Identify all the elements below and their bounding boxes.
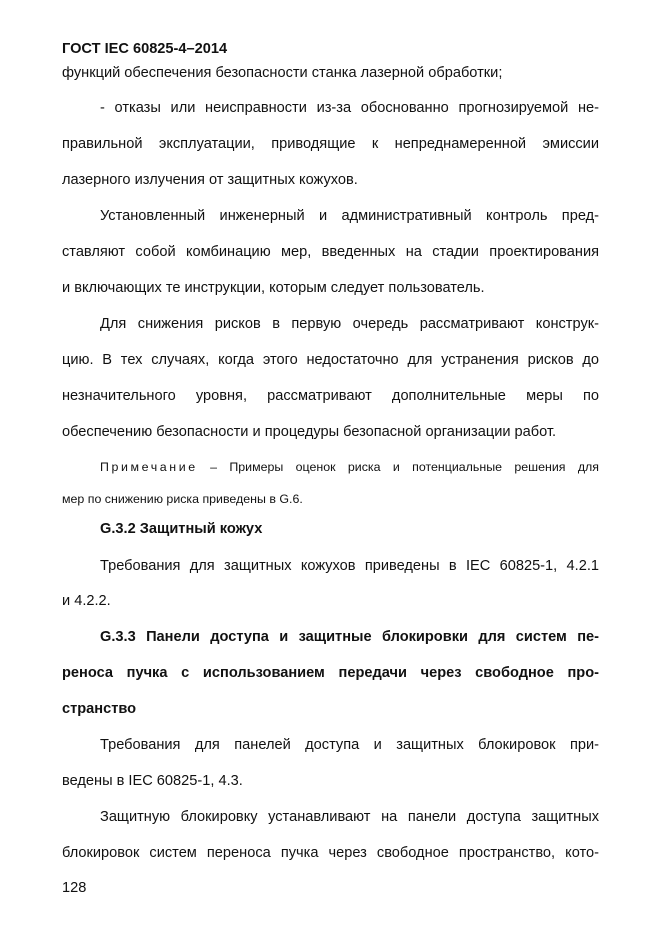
section-heading: G.3.3 Панели доступа и защитные блокировки для систем пе-: [100, 629, 599, 645]
note-text: – Примеры оценок риска и потенциальные решения для: [197, 460, 599, 474]
note-label: Примечание: [100, 460, 198, 474]
paragraph-line: ведены в IEC 60825-1, 4.3.: [62, 773, 243, 789]
paragraph-line: и 4.2.2.: [62, 593, 111, 609]
paragraph-line: Требования для панелей доступа и защитных блокировок при-: [100, 737, 599, 753]
section-heading: G.3.2 Защитный кожух: [100, 521, 263, 537]
paragraph-line: Для снижения рисков в первую очередь рассматривают конструк-: [100, 316, 599, 332]
paragraph-line: Установленный инженерный и административный контроль пред-: [100, 208, 599, 224]
paragraph-line: функций обеспечения безопасности станка лазерной обработки;: [62, 65, 503, 81]
note-line: [100, 458, 599, 476]
section-heading: реноса пучка с использованием передачи через свободное про-: [62, 665, 599, 681]
paragraph-line: лазерного излучения от защитных кожухов.: [62, 172, 358, 188]
page-number: 128: [62, 880, 87, 896]
section-heading: странство: [62, 701, 137, 717]
paragraph-line: Требования для защитных кожухов приведены в IEC 60825-1, 4.2.1: [100, 558, 599, 574]
paragraph-line: Защитную блокировку устанавливают на панели доступа защитных: [100, 809, 599, 825]
note-line: мер по снижению риска приведены в G.6.: [62, 492, 303, 506]
document-header: ГОСТ IEC 60825-4–2014: [62, 41, 228, 57]
paragraph-line: правильной эксплуатации, приводящие к непреднамеренной эмиссии: [62, 136, 599, 152]
paragraph-line: - отказы или неисправности из-за обоснованно прогнозируемой не-: [100, 100, 599, 116]
paragraph-line: блокировок систем переноса пучка через свободное пространство, кото-: [62, 845, 599, 861]
paragraph-line: и включающих те инструкции, которым следует пользователь.: [62, 280, 485, 296]
paragraph-line: цию. В тех случаях, когда этого недостаточно для устранения рисков до: [62, 352, 599, 368]
paragraph-line: обеспечению безопасности и процедуры безопасной организации работ.: [62, 424, 557, 440]
paragraph-line: незначительного уровня, рассматривают дополнительные меры по: [62, 388, 599, 404]
paragraph-line: ставляют собой комбинацию мер, введенных на стадии проектирования: [62, 244, 599, 260]
